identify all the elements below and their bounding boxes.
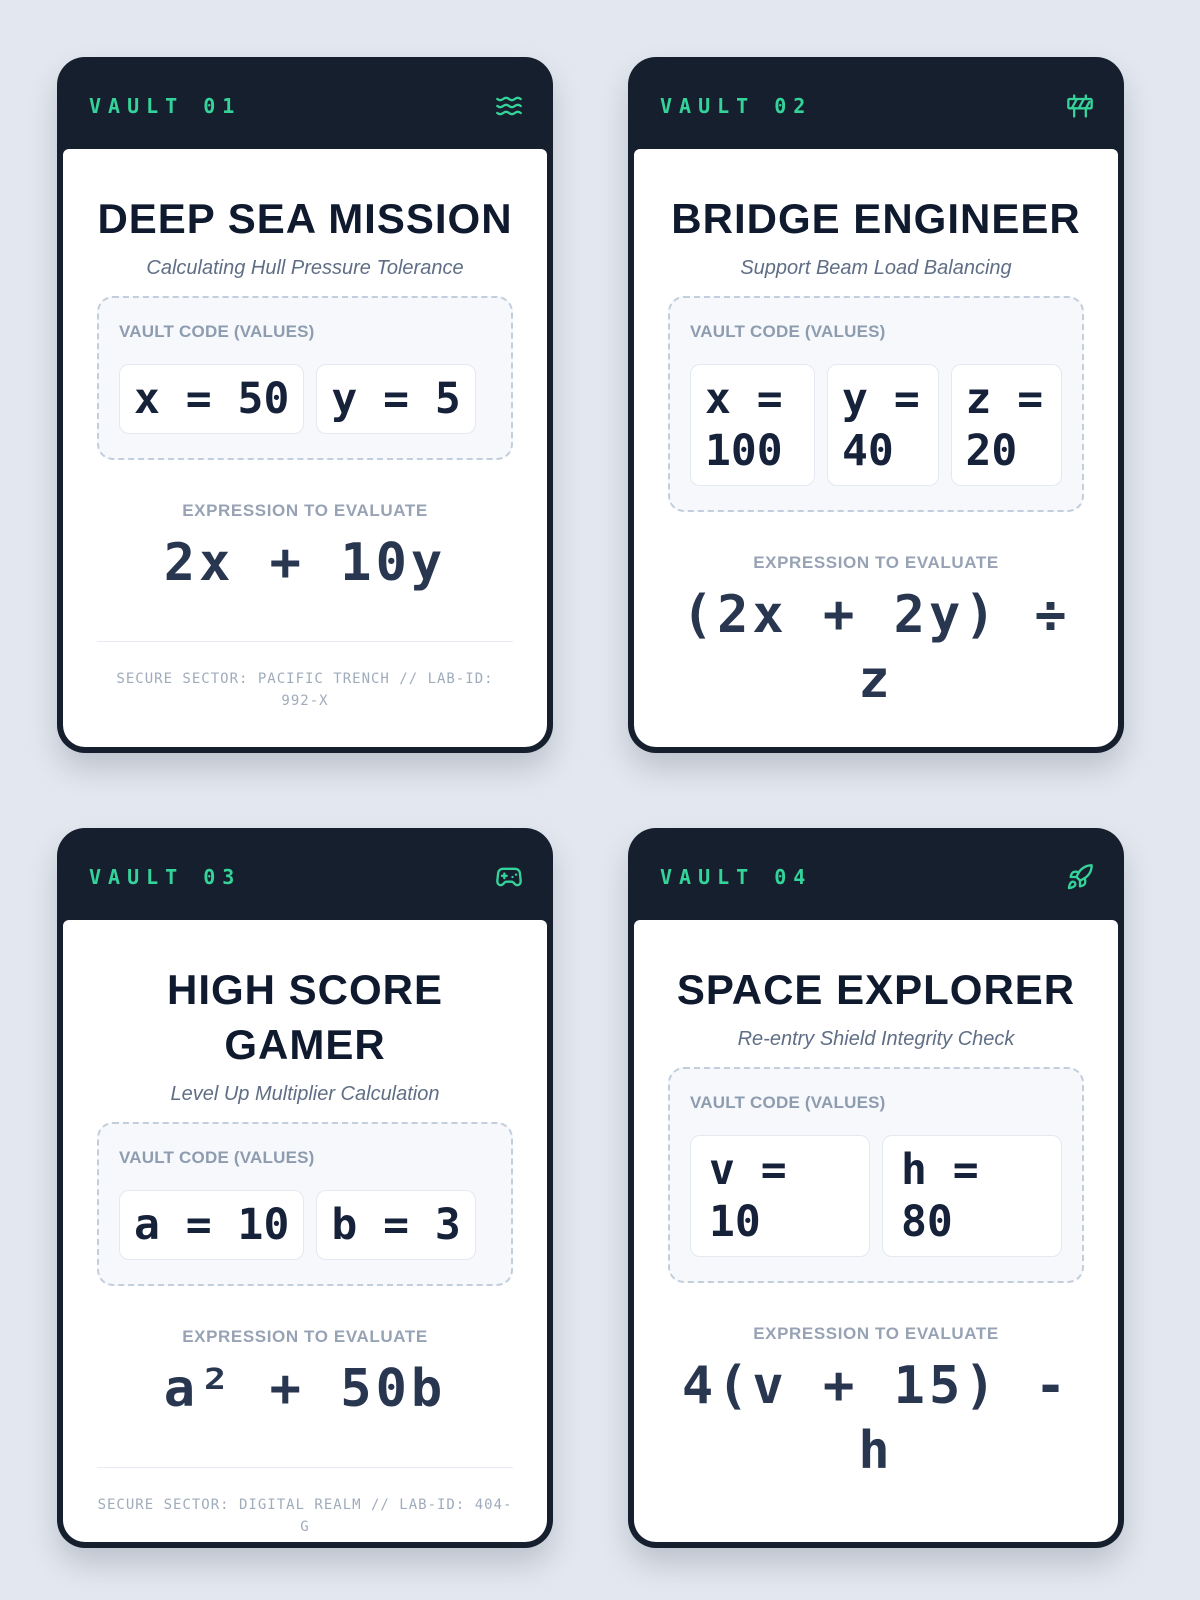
vault-04-title: SPACE EXPLORER — [676, 966, 1076, 1013]
divider — [97, 641, 513, 642]
waves-icon — [495, 92, 523, 120]
vault-02-expression-label: EXPRESSION TO EVALUATE — [753, 553, 999, 572]
vault-03-expression: a² + 50b — [163, 1359, 447, 1419]
vault-03-footer: SECURE SECTOR: DIGITAL REALM // LAB-ID: 404-G — [97, 1497, 513, 1535]
vault-04-values-row — [690, 1135, 1062, 1257]
vault-02-title: BRIDGE ENGINEER — [671, 195, 1081, 242]
vault-04-subtitle: Re-entry Shield Integrity Check — [737, 1028, 1015, 1050]
vault-02-label: VAULT 02 — [660, 94, 813, 118]
vault-03-values-label: VAULT CODE (VALUES) — [119, 1148, 315, 1167]
vault-04-values-panel — [668, 1067, 1084, 1283]
vault-02-values-row — [690, 364, 1062, 486]
rocket-icon — [1066, 863, 1094, 891]
vault-01-label: VAULT 01 — [89, 94, 242, 118]
value-box: z = 20 — [951, 364, 1062, 486]
vault-01-expression-label: EXPRESSION TO EVALUATE — [182, 501, 428, 520]
value-box: x = 100 — [690, 364, 815, 486]
vault-04-body — [634, 920, 1118, 1542]
value-box: h = 80 — [882, 1135, 1062, 1257]
vault-01-footer: SECURE SECTOR: PACIFIC TRENCH // LAB-ID: 992-X — [116, 671, 494, 709]
vault-04-expression-label: EXPRESSION TO EVALUATE — [753, 1324, 999, 1343]
vault-03-values-row — [119, 1190, 491, 1260]
vault-03-label: VAULT 03 — [89, 865, 242, 889]
value-box: y = 5 — [316, 364, 475, 434]
vault-03-body — [63, 920, 547, 1542]
vault-03-expression-label: EXPRESSION TO EVALUATE — [182, 1327, 428, 1346]
vault-card-02 — [628, 57, 1124, 753]
vault-04-expression: 4(v + 15) - h — [681, 1356, 1071, 1481]
vault-01-values-row — [119, 364, 491, 434]
divider — [97, 1467, 513, 1468]
vault-01-subtitle: Calculating Hull Pressure Tolerance — [146, 257, 464, 279]
vault-04-values-label: VAULT CODE (VALUES) — [690, 1093, 886, 1112]
vault-card-01 — [57, 57, 553, 753]
vault-02-values-panel — [668, 296, 1084, 512]
vault-03-title: HIGH SCORE GAMER — [166, 966, 444, 1068]
vault-01-expression: 2x + 10y — [163, 533, 447, 593]
vault-02-values-label: VAULT CODE (VALUES) — [690, 322, 886, 341]
vault-02-subtitle: Support Beam Load Balancing — [740, 257, 1012, 279]
gamepad-icon — [495, 863, 523, 891]
vault-card-04 — [628, 828, 1124, 1548]
vault-03-header — [63, 834, 547, 920]
vault-02-header — [634, 63, 1118, 149]
vault-02-body — [634, 149, 1118, 747]
vault-04-header — [634, 834, 1118, 920]
vault-01-values-panel — [97, 296, 513, 460]
vault-01-body — [63, 149, 547, 747]
value-box: a = 10 — [119, 1190, 304, 1260]
vault-01-header — [63, 63, 547, 149]
vault-02-expression: (2x + 2y) ÷ z — [681, 585, 1071, 710]
construction-barrier-icon — [1066, 92, 1094, 120]
vault-card-03 — [57, 828, 553, 1548]
value-box: b = 3 — [316, 1190, 475, 1260]
vault-01-title: DEEP SEA MISSION — [97, 195, 513, 242]
value-box: y = 40 — [827, 364, 938, 486]
vault-01-values-label: VAULT CODE (VALUES) — [119, 322, 315, 341]
value-box: v = 10 — [690, 1135, 870, 1257]
value-box: x = 50 — [119, 364, 304, 434]
vault-03-values-panel — [97, 1122, 513, 1286]
vault-03-subtitle: Level Up Multiplier Calculation — [170, 1083, 440, 1105]
vault-04-label: VAULT 04 — [660, 865, 813, 889]
